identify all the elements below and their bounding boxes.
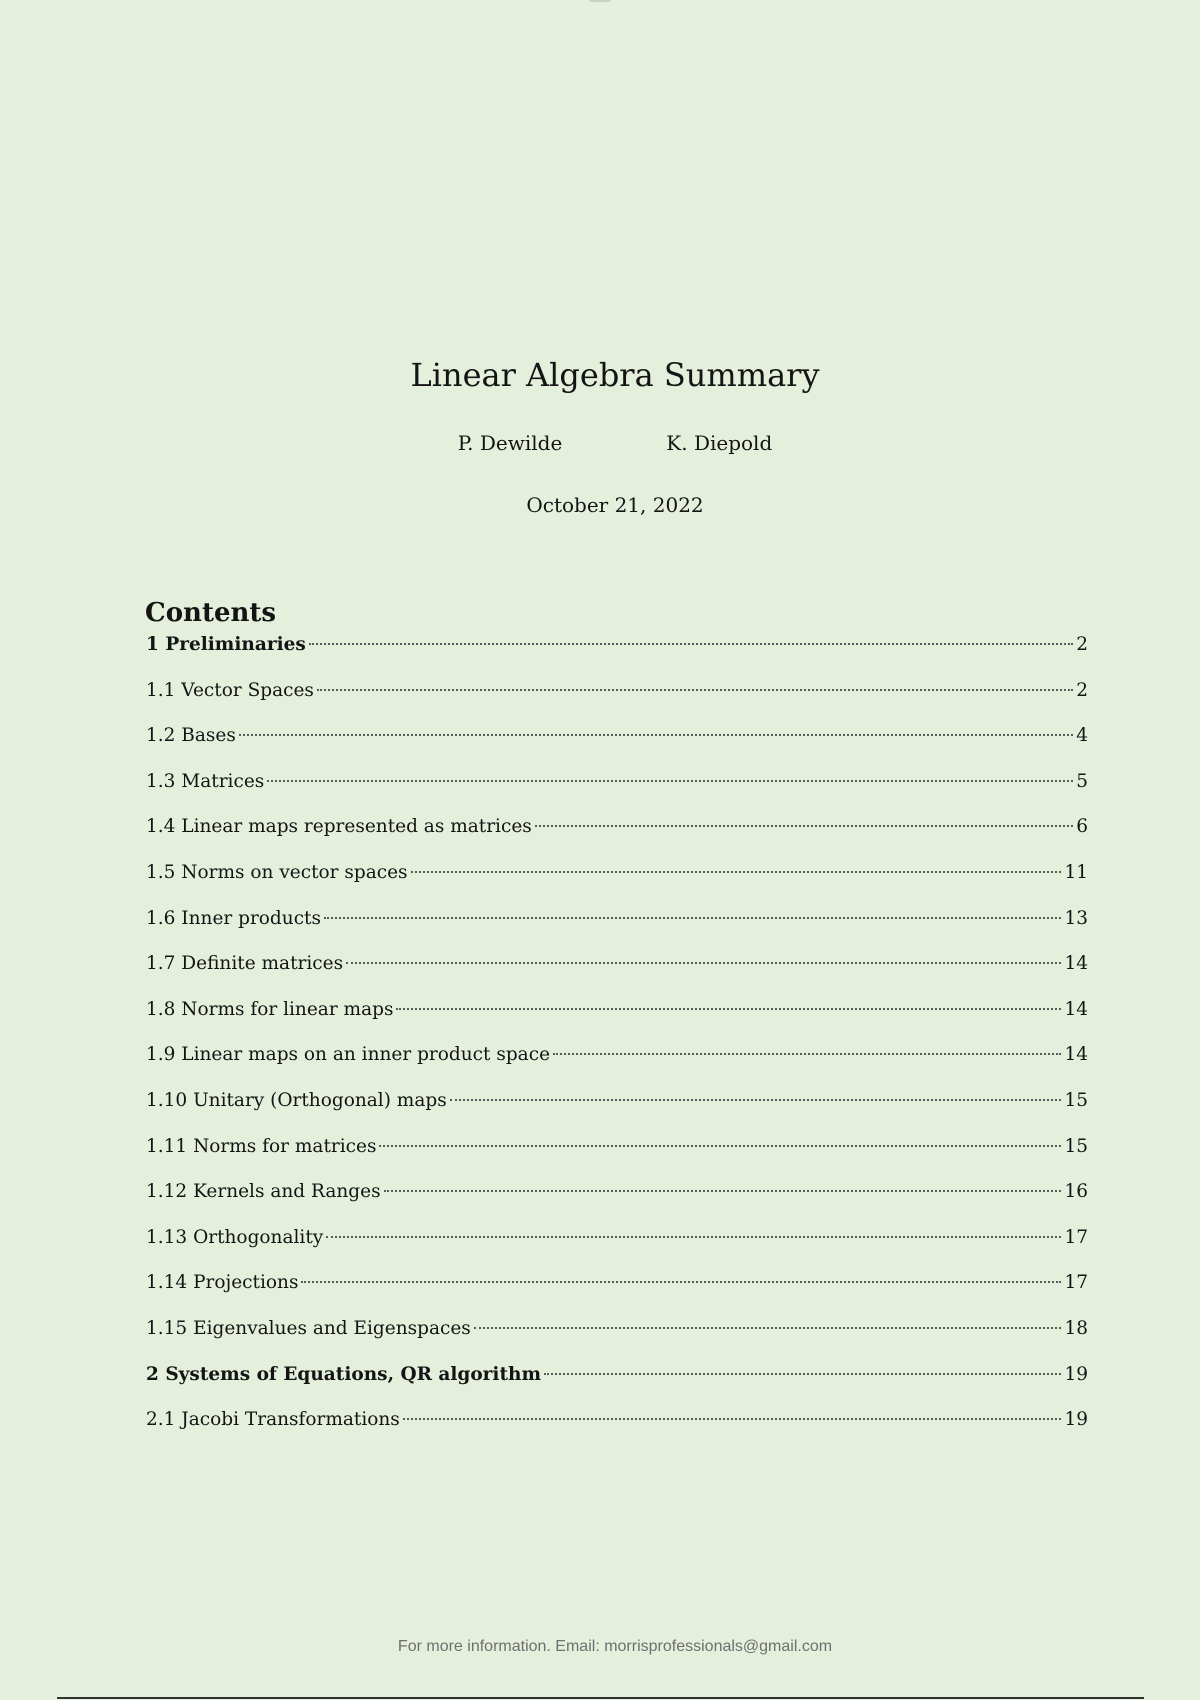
toc-page-number: 17 xyxy=(1064,1226,1088,1248)
toc-page-number: 17 xyxy=(1064,1272,1088,1294)
toc-dot-leader xyxy=(396,1008,1061,1010)
table-of-contents xyxy=(146,630,1088,1451)
toc-dot-leader xyxy=(384,1190,1062,1192)
toc-page-number: 15 xyxy=(1064,1089,1088,1111)
toc-page-number: 14 xyxy=(1064,953,1088,975)
toc-dot-leader xyxy=(474,1327,1062,1329)
toc-page-number: 18 xyxy=(1064,1317,1088,1339)
toc-dot-leader xyxy=(450,1099,1062,1101)
toc-entry-label: 1 Preliminaries xyxy=(146,634,306,655)
toc-entry-label: 1.4 Linear maps represented as matrices xyxy=(146,816,532,838)
toc-entry[interactable] xyxy=(146,676,1088,722)
footer-divider xyxy=(57,1697,1144,1699)
toc-dot-leader xyxy=(309,643,1073,645)
toc-dot-leader xyxy=(239,734,1073,736)
toc-entry[interactable] xyxy=(146,995,1088,1041)
document-date: October 21, 2022 xyxy=(526,493,704,517)
toc-entry-label: 1.14 Projections xyxy=(146,1272,299,1294)
toc-entry[interactable] xyxy=(146,1268,1088,1314)
toc-entry[interactable] xyxy=(146,949,1088,995)
toc-entry-label: 1.3 Matrices xyxy=(146,770,265,792)
toc-page-number: 2 xyxy=(1076,634,1088,655)
toc-entry[interactable] xyxy=(146,858,1088,904)
toc-entry[interactable] xyxy=(146,1223,1088,1269)
toc-dot-leader xyxy=(326,1236,1061,1238)
toc-entry[interactable] xyxy=(146,630,1088,676)
toc-entry-label: 1.5 Norms on vector spaces xyxy=(146,861,408,883)
toc-entry-label: 2 Systems of Equations, QR algorithm xyxy=(146,1363,542,1385)
toc-entry-label: 2.1 Jacobi Transformations xyxy=(146,1409,400,1431)
toc-page-number: 11 xyxy=(1064,861,1088,883)
author-list xyxy=(0,429,1200,457)
toc-page-number: 13 xyxy=(1064,907,1088,929)
toc-entry[interactable] xyxy=(146,1040,1088,1086)
toc-entry-label: 1.1 Vector Spaces xyxy=(146,679,314,701)
toc-page-number: 14 xyxy=(1064,998,1088,1020)
toc-page-number: 19 xyxy=(1064,1409,1088,1431)
toc-dot-leader xyxy=(317,689,1073,691)
toc-dot-leader xyxy=(535,825,1073,827)
toc-page-number: 5 xyxy=(1076,770,1088,792)
toc-entry[interactable] xyxy=(146,1405,1088,1451)
toc-entry-label: 1.13 Orthogonality xyxy=(146,1226,324,1248)
toc-dot-leader xyxy=(267,780,1073,782)
toc-dot-leader xyxy=(403,1418,1062,1420)
toc-entry[interactable] xyxy=(146,1132,1088,1178)
toc-dot-leader xyxy=(544,1373,1061,1375)
toc-dot-leader xyxy=(379,1145,1061,1147)
toc-page-number: 4 xyxy=(1076,725,1088,747)
toc-entry-label: 1.15 Eigenvalues and Eigenspaces xyxy=(146,1317,471,1339)
toc-page-number: 16 xyxy=(1064,1181,1088,1203)
toc-page-number: 2 xyxy=(1076,679,1088,701)
toc-entry-label: 1.9 Linear maps on an inner product space xyxy=(146,1044,551,1066)
toc-dot-leader xyxy=(553,1053,1061,1055)
toc-entry[interactable] xyxy=(146,1314,1088,1360)
footer-contact-note: For more information. Email: morrisprofessionals@gmail.com xyxy=(397,1638,833,1655)
toc-entry-label: 1.12 Kernels and Ranges xyxy=(146,1181,381,1203)
toc-entry-label: 1.10 Unitary (Orthogonal) maps xyxy=(146,1089,447,1111)
toc-dot-leader xyxy=(346,962,1061,964)
toc-entry[interactable] xyxy=(146,1177,1088,1223)
author-name: K. Diepold xyxy=(666,431,773,455)
toc-page-number: 6 xyxy=(1076,816,1088,838)
toc-entry-label: 1.7 Definite matrices xyxy=(146,953,344,975)
toc-page-number: 14 xyxy=(1064,1044,1088,1066)
toc-entry-label: 1.11 Norms for matrices xyxy=(146,1135,377,1157)
toc-entry-label: 1.2 Bases xyxy=(146,725,236,747)
toc-entry-label: 1.8 Norms for linear maps xyxy=(146,998,394,1020)
page-top-mark xyxy=(590,0,610,2)
document-title: Linear Algebra Summary xyxy=(410,356,820,394)
toc-entry[interactable] xyxy=(146,812,1088,858)
author-name: P. Dewilde xyxy=(457,431,563,455)
toc-entry-label: 1.6 Inner products xyxy=(146,907,321,929)
toc-dot-leader xyxy=(411,871,1062,873)
toc-entry[interactable] xyxy=(146,904,1088,950)
toc-page-number: 15 xyxy=(1064,1135,1088,1157)
toc-entry[interactable] xyxy=(146,1360,1088,1406)
toc-entry[interactable] xyxy=(146,721,1088,767)
toc-dot-leader xyxy=(324,917,1061,919)
toc-dot-leader xyxy=(301,1281,1061,1283)
contents-heading: Contents xyxy=(145,598,277,628)
toc-entry[interactable] xyxy=(146,767,1088,813)
toc-entry[interactable] xyxy=(146,1086,1088,1132)
toc-page-number: 19 xyxy=(1064,1363,1088,1385)
